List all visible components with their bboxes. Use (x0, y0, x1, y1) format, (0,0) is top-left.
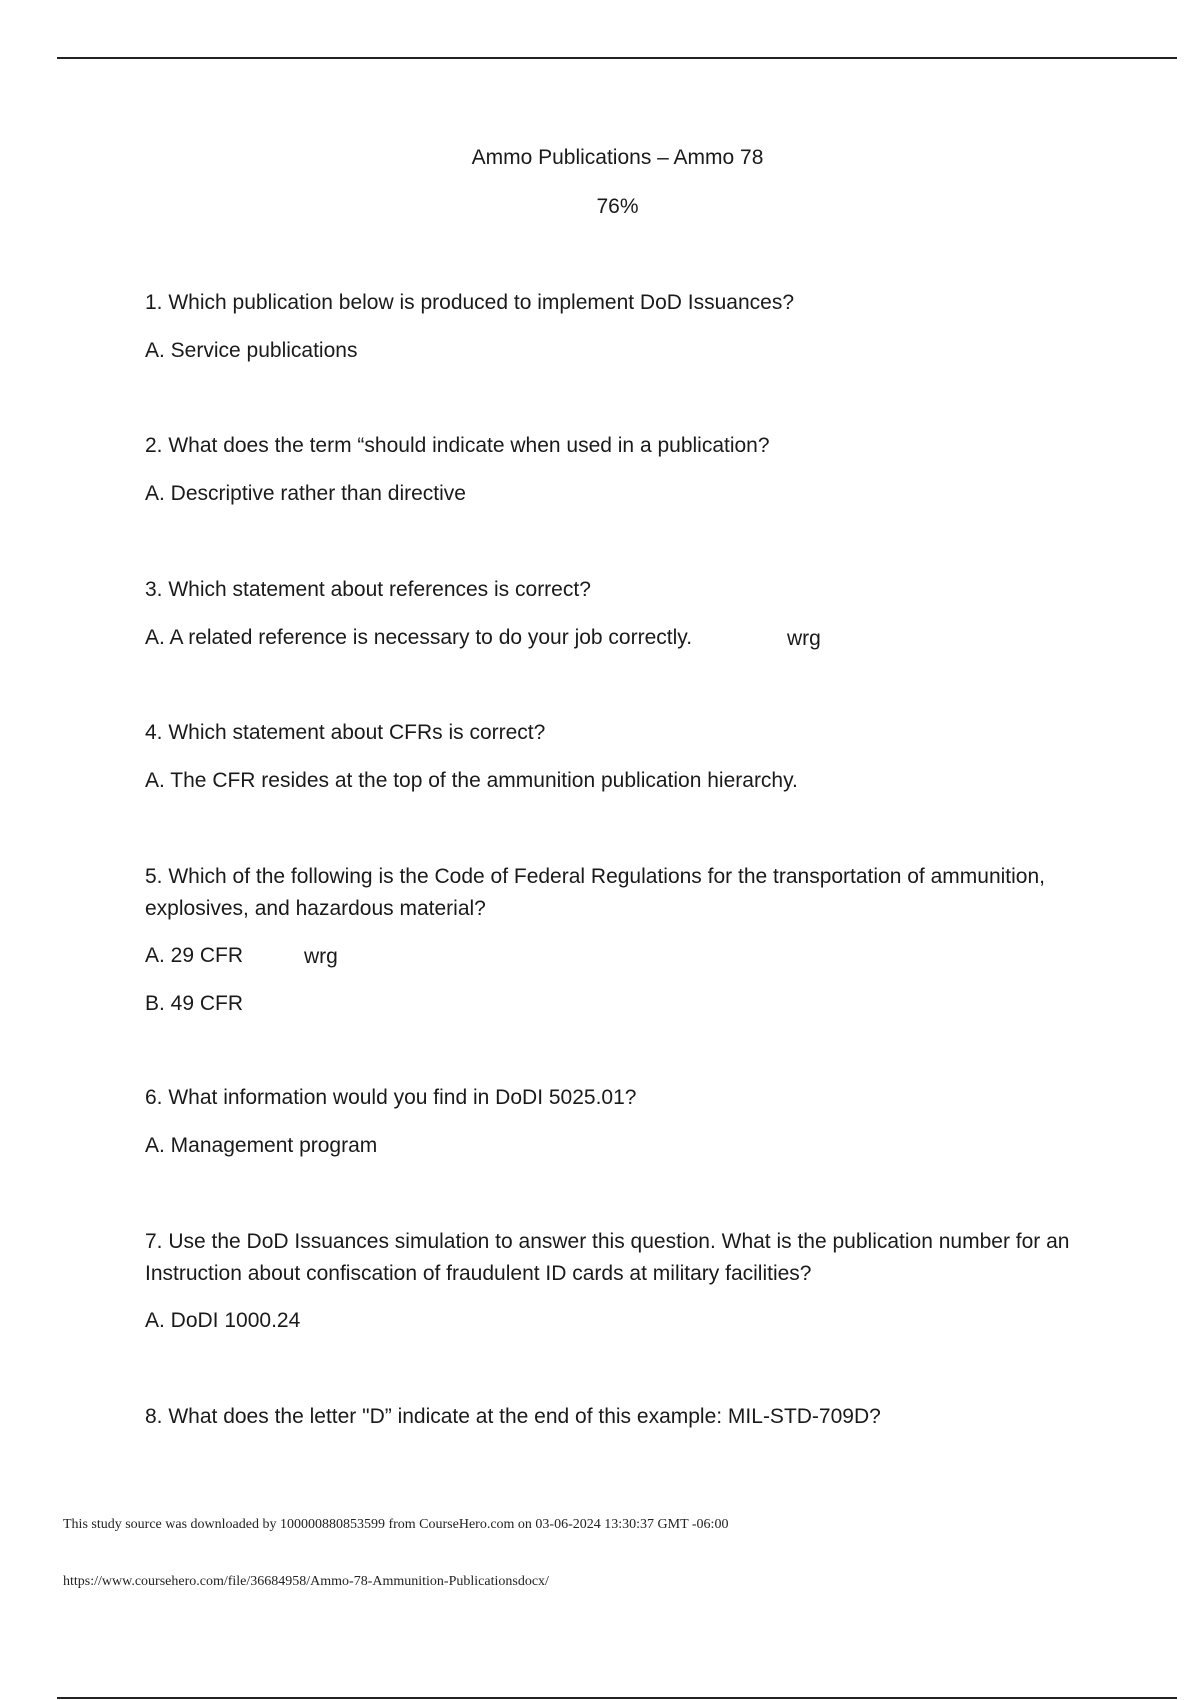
top-rule (57, 57, 1177, 59)
answer-1a: A. Service publications (145, 339, 358, 362)
answer-2a: A. Descriptive rather than directive (145, 482, 466, 505)
score: 76% (596, 195, 639, 218)
question-1: 1. Which publication below is produced to implement DoD Issuances? (145, 291, 795, 314)
question-8: 8. What does the letter "D” indicate at the end of this example: MIL-STD-709D? (145, 1405, 881, 1428)
answer-6a: A. Management program (145, 1134, 378, 1157)
answer-5a: A. 29 CFR (145, 944, 244, 967)
answer-5b: B. 49 CFR (145, 992, 244, 1015)
question-6: 6. What information would you find in DoDI 5025.01? (145, 1086, 637, 1109)
question-5: 5. Which of the following is the Code of Federal Regulations for the transportation of ammunition, explosives, and hazardous material? (145, 865, 1045, 920)
answer-3a: A. A related reference is necessary to do your job correctly. (145, 626, 693, 649)
answer-4a: A. The CFR resides at the top of the ammunition publication hierarchy. (145, 769, 798, 792)
question-4: 4. Which statement about CFRs is correct? (145, 721, 546, 744)
download-source-line: This study source was downloaded by 100000880853599 from CourseHero.com on 03-06-2024 13:30:37 GMT -06:00 (63, 1517, 729, 1532)
answer-7a: A. DoDI 1000.24 (145, 1309, 301, 1332)
question-3: 3. Which statement about references is correct? (145, 578, 591, 601)
bottom-rule (57, 1697, 1177, 1699)
source-url-line: https://www.coursehero.com/file/36684958/Ammo-78-Ammunition-Publicationsdocx/ (63, 1574, 549, 1589)
document-title: Ammo Publications – Ammo 78 (471, 146, 764, 169)
question-2: 2. What does the term “should indicate when used in a publication? (145, 434, 770, 457)
wrong-mark-3: wrg (787, 627, 821, 650)
question-7: 7. Use the DoD Issuances simulation to answer this question. What is the publication number for an Instruction about confiscation of fraudulent ID cards at military facilities? (145, 1230, 1070, 1285)
wrong-mark-5: wrg (304, 945, 338, 968)
